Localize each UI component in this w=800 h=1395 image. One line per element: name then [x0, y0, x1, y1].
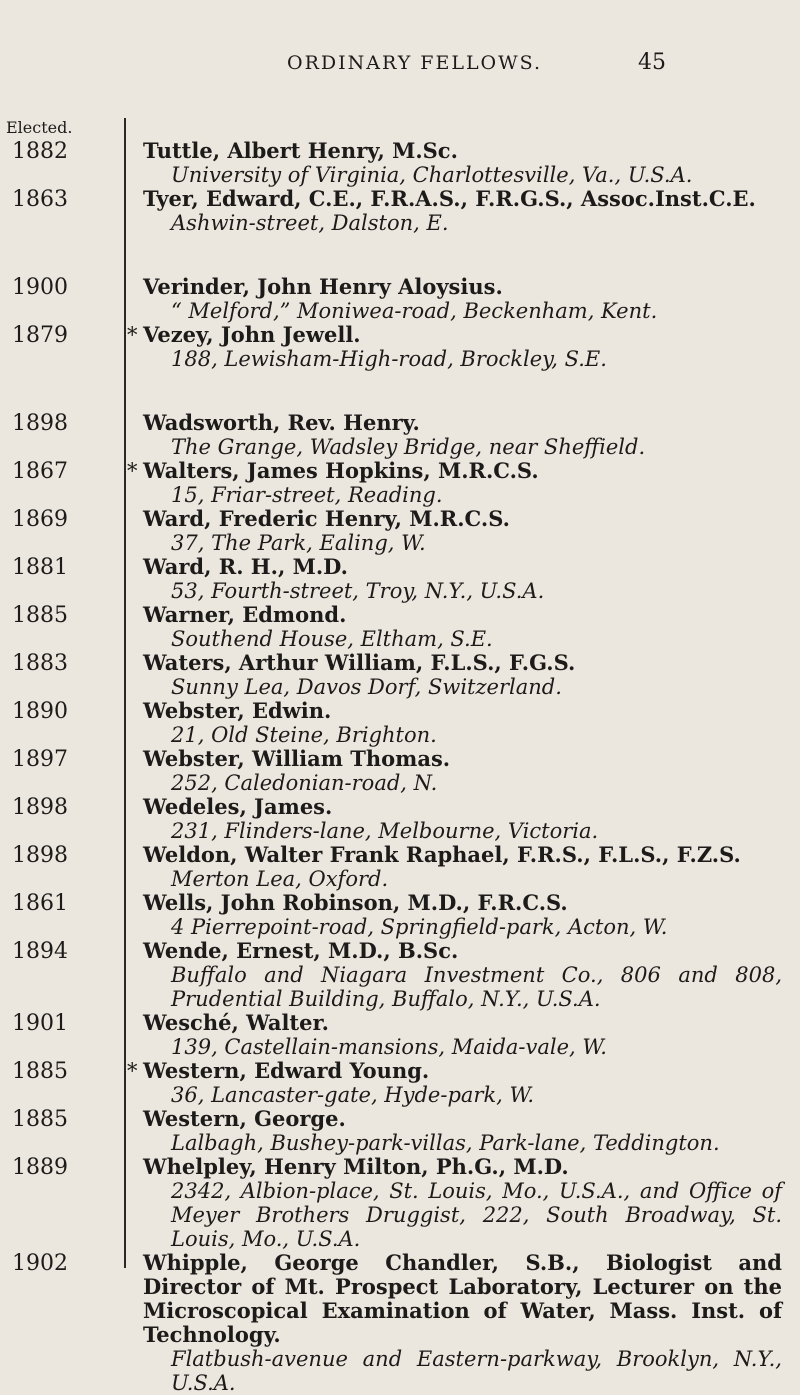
election-year: 1889 [12, 1155, 68, 1180]
fellow-address: 53, Fourth-street, Troy, N.Y., U.S.A. [171, 579, 545, 603]
election-year: 1885 [12, 1059, 68, 1084]
list-item [0, 795, 800, 843]
list-item [0, 507, 800, 555]
asterisk-mark: * [127, 459, 138, 483]
elected-column-heading: Elected. [6, 118, 73, 137]
election-year: 1897 [12, 747, 68, 772]
list-item [0, 1107, 800, 1155]
fellow-address: The Grange, Wadsley Bridge, near Sheffield. [171, 435, 646, 459]
fellow-address: Sunny Lea, Davos Dorf, Switzerland. [171, 675, 562, 699]
fellow-address: 188, Lewisham-High-road, Brockley, S.E. [171, 347, 607, 371]
list-item [0, 555, 800, 603]
fellow-name: Webster, Edwin. [143, 698, 332, 723]
fellow-name: Weldon, Walter Frank Raphael, F.R.S., F.L.S., F.Z.S. [143, 842, 741, 867]
fellow-address: 21, Old Steine, Brighton. [171, 723, 437, 747]
fellow-address: Flatbush-avenue and Eastern-parkway, Brooklyn, N.Y., U.S.A. [171, 1347, 782, 1395]
election-year: 1901 [12, 1011, 68, 1036]
fellow-name: Wedeles, James. [143, 794, 333, 819]
list-item [0, 411, 800, 459]
fellow-address: 2342, Albion-place, St. Louis, Mo., U.S.A., and Office of Meyer Brothers Druggist, 222, South Broadway, St. Louis, Mo., U.S.A. [171, 1179, 782, 1251]
fellow-name: Warner, Edmond. [143, 602, 347, 627]
fellow-name: Tyer, Edward, C.E., F.R.A.S., F.R.G.S., Assoc.Inst.C.E. [143, 186, 756, 211]
list-item [0, 139, 800, 187]
fellow-name: Walters, James Hopkins, M.R.C.S. [143, 458, 539, 483]
fellow-address: Merton Lea, Oxford. [171, 867, 389, 891]
list-item [0, 1059, 800, 1107]
fellow-address: University of Virginia, Charlottesville, Va., U.S.A. [171, 163, 693, 187]
list-item [0, 323, 800, 371]
asterisk-mark: * [127, 1059, 138, 1083]
election-year: 1894 [12, 939, 68, 964]
fellow-name: Wesché, Walter. [143, 1010, 329, 1035]
fellow-name: Webster, William Thomas. [143, 746, 451, 771]
list-item [0, 651, 800, 699]
fellow-name: Tuttle, Albert Henry, M.Sc. [143, 138, 458, 163]
list-item [0, 187, 800, 235]
election-year: 1890 [12, 699, 68, 724]
fellow-address: 36, Lancaster-gate, Hyde-park, W. [171, 1083, 535, 1107]
list-item [0, 891, 800, 939]
fellow-address: Buffalo and Niagara Investment Co., 806 and 808, Prudential Building, Buffalo, N.Y., U.S.A. [171, 963, 782, 1011]
fellow-name: Ward, Frederic Henry, M.R.C.S. [143, 506, 510, 531]
fellow-name: Western, Edward Young. [143, 1058, 430, 1083]
fellow-address: 15, Friar-street, Reading. [171, 483, 443, 507]
election-year: 1867 [12, 459, 68, 484]
list-item [0, 275, 800, 323]
election-year: 1898 [12, 411, 68, 436]
list-item [0, 939, 800, 1011]
fellow-name: Vezey, John Jewell. [143, 322, 361, 347]
election-year: 1898 [12, 843, 68, 868]
fellow-name: Waters, Arthur William, F.L.S., F.G.S. [143, 650, 576, 675]
election-year: 1898 [12, 795, 68, 820]
election-year: 1882 [12, 139, 68, 164]
fellow-address: 37, The Park, Ealing, W. [171, 531, 426, 555]
page-number: 45 [638, 50, 666, 75]
fellow-address: 231, Flinders-lane, Melbourne, Victoria. [171, 819, 599, 843]
page-header [0, 52, 800, 82]
list-item [0, 1251, 800, 1395]
list-item [0, 843, 800, 891]
election-year: 1883 [12, 651, 68, 676]
fellow-name: Wells, John Robinson, M.D., F.R.C.S. [143, 890, 568, 915]
fellow-name: Whipple, George Chandler, S.B., Biologist and Director of Mt. Prospect Laboratory, Lecturer on the Microscopical Examination of Water, Mass. Inst. of Technology. [143, 1250, 782, 1347]
asterisk-mark: * [127, 323, 138, 347]
election-year: 1885 [12, 603, 68, 628]
election-year: 1881 [12, 555, 68, 580]
election-year: 1902 [12, 1251, 68, 1276]
fellow-name: Wadsworth, Rev. Henry. [143, 410, 420, 435]
list-item [0, 1155, 800, 1251]
fellow-name: Western, George. [143, 1106, 346, 1131]
list-item [0, 747, 800, 795]
list-item [0, 699, 800, 747]
fellow-address: “ Melford,” Moniwea-road, Beckenham, Kent. [171, 299, 658, 323]
fellow-address: Southend House, Eltham, S.E. [171, 627, 493, 651]
fellow-name: Ward, R. H., M.D. [143, 554, 348, 579]
list-item [0, 1011, 800, 1059]
election-year: 1885 [12, 1107, 68, 1132]
election-year: 1861 [12, 891, 68, 916]
list-item [0, 459, 800, 507]
election-year: 1900 [12, 275, 68, 300]
fellow-name: Verinder, John Henry Aloysius. [143, 274, 503, 299]
fellow-name: Wende, Ernest, M.D., B.Sc. [143, 938, 459, 963]
election-year: 1863 [12, 187, 68, 212]
election-year: 1869 [12, 507, 68, 532]
fellows-list [0, 139, 800, 1395]
fellow-address: 139, Castellain-mansions, Maida-vale, W. [171, 1035, 607, 1059]
fellow-address: 4 Pierrepoint-road, Springfield-park, Acton, W. [171, 915, 668, 939]
fellow-address: 252, Caledonian-road, N. [171, 771, 438, 795]
fellow-address: Lalbagh, Bushey-park-villas, Park-lane, Teddington. [171, 1131, 720, 1155]
election-year: 1879 [12, 323, 68, 348]
fellow-name: Whelpley, Henry Milton, Ph.G., M.D. [143, 1154, 569, 1179]
list-item [0, 603, 800, 651]
fellow-address: Ashwin-street, Dalston, E. [171, 211, 449, 235]
running-title: ORDINARY FELLOWS. [287, 52, 543, 74]
